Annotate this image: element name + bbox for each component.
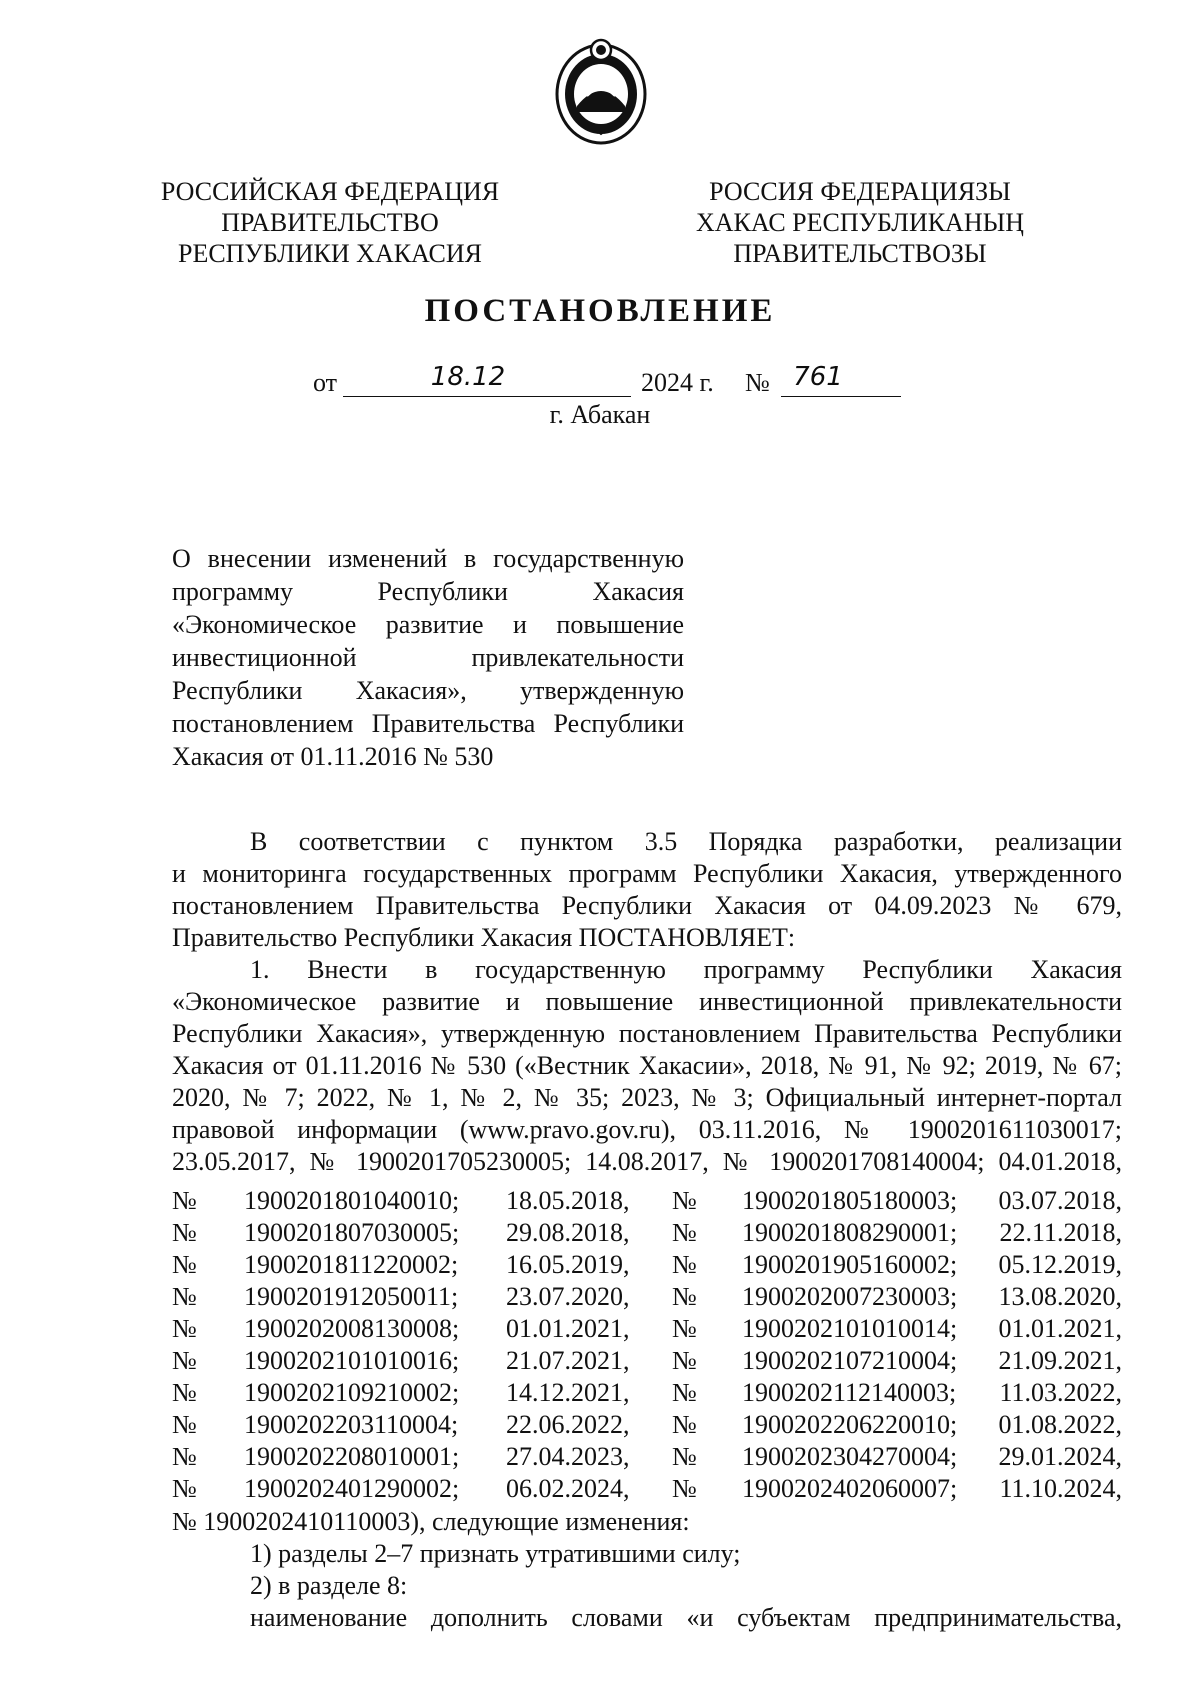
- text-line: «Экономическое развитие и повышение инвестиционной привлекательности: [172, 987, 1122, 1016]
- registry-cell: 1900201905160002;: [742, 1250, 958, 1279]
- registry-cell: №: [672, 1410, 697, 1439]
- registry-cell: 03.07.2018,: [998, 1186, 1122, 1215]
- registry-cell: 1900202203110004;: [244, 1410, 459, 1439]
- registry-cell: 1900201912050011;: [244, 1282, 459, 1311]
- registry-cell: 22.11.2018,: [999, 1218, 1122, 1247]
- registry-row: [172, 1250, 1122, 1282]
- text-line: 23.05.2017, № 1900201705230005; 14.08.2017, № 1900201708140004; 04.01.2018,: [172, 1147, 1122, 1176]
- registry-cell: №: [172, 1186, 197, 1215]
- text-line: наименование дополнить словами «и субъектам предпринимательства,: [250, 1603, 1122, 1632]
- number-label: №: [745, 368, 770, 397]
- registry-cell: 21.07.2021,: [506, 1346, 630, 1375]
- header-right-line: РОССИЯ ФЕДЕРАЦИЯЗЫ: [709, 177, 1011, 206]
- registry-cell: 1900201807030005;: [244, 1218, 460, 1247]
- subject-line: Республики Хакасия», утвержденную: [172, 676, 684, 705]
- handwritten-number: 761: [793, 362, 843, 392]
- header-left-line: РОССИЙСКАЯ ФЕДЕРАЦИЯ: [160, 177, 500, 206]
- document-title: ПОСТАНОВЛЕНИЕ: [424, 293, 776, 329]
- registry-cell: 1900202101010014;: [742, 1314, 958, 1343]
- text-line: 1. Внести в государственную программу Республики Хакасия: [250, 955, 1122, 984]
- header-left: [155, 176, 505, 269]
- subject-block: [172, 542, 684, 773]
- registry-cell: №: [172, 1282, 197, 1311]
- registry-cell: 21.09.2021,: [998, 1346, 1122, 1375]
- registry-cell: 1900202107210004;: [742, 1346, 958, 1375]
- registry-cell: 01.08.2022,: [998, 1410, 1122, 1439]
- registry-cell: 23.07.2020,: [506, 1282, 630, 1311]
- registry-cell: №: [172, 1218, 197, 1247]
- text-line: 2020, № 7; 2022, № 1, № 2, № 35; 2023, № 3; Официальный интернет-портал: [172, 1083, 1122, 1112]
- registry-cell: №: [172, 1378, 197, 1407]
- subject-line: Хакасия от 01.11.2016 № 530: [172, 742, 494, 771]
- text-line: постановлением Правительства Республики Хакасия от 04.09.2023 № 679,: [172, 891, 1122, 920]
- registry-row: [172, 1314, 1122, 1346]
- registry-cell: №: [672, 1250, 697, 1279]
- subject-line: О внесении изменений в государственную: [172, 544, 684, 573]
- registry-cell: 27.04.2023,: [506, 1442, 630, 1471]
- registry-cell: №: [672, 1474, 697, 1503]
- registry-row: [172, 1474, 1122, 1506]
- registry-cell: 1900201805180003;: [742, 1186, 958, 1215]
- registry-cell: №: [172, 1346, 197, 1375]
- registry-cell: 29.01.2024,: [998, 1442, 1122, 1471]
- header-right: [670, 176, 1050, 269]
- registry-row: [172, 1346, 1122, 1378]
- registry-cell: 01.01.2021,: [998, 1314, 1122, 1343]
- registry-cell: 1900202206220010;: [742, 1410, 958, 1439]
- header-right-line: ХАКАС РЕСПУБЛИКАНЫҢ: [695, 208, 1025, 237]
- registry-cell: 01.01.2021,: [506, 1314, 630, 1343]
- header-right-line: ПРАВИТЕЛЬСТВОЗЫ: [733, 239, 987, 268]
- registry-cell: 1900201801040010;: [244, 1186, 460, 1215]
- registry-cell: №: [172, 1474, 197, 1503]
- registry-cell: 11.03.2022,: [999, 1378, 1122, 1407]
- registry-cell: 29.08.2018,: [506, 1218, 630, 1247]
- registry-cell: 1900202401290002;: [244, 1474, 460, 1503]
- text-line: 2) в разделе 8:: [250, 1571, 408, 1600]
- text-line: Хакасия от 01.11.2016 № 530 («Вестник Хакасии», 2018, № 91, № 92; 2019, № 67;: [172, 1051, 1122, 1080]
- subject-line: «Экономическое развитие и повышение: [172, 610, 684, 639]
- registry-cell: 22.06.2022,: [506, 1410, 630, 1439]
- registry-cell: №: [672, 1282, 697, 1311]
- registry-cell: №: [672, 1378, 697, 1407]
- coat-of-arms-icon: [553, 36, 649, 146]
- registry-cell: 11.10.2024,: [999, 1474, 1122, 1503]
- registry-row: [172, 1442, 1122, 1474]
- registry-cell: №: [172, 1250, 197, 1279]
- registry-cell: 1900202402060007;: [742, 1474, 958, 1503]
- registry-cell: №: [172, 1314, 197, 1343]
- registry-cell: №: [672, 1186, 697, 1215]
- registry-cell: 13.08.2020,: [998, 1282, 1122, 1311]
- city: г. Абакан: [549, 400, 651, 429]
- date-prefix: от: [313, 368, 338, 397]
- registry-cell: 1900202304270004;: [742, 1442, 958, 1471]
- registry-cell: №: [672, 1314, 697, 1343]
- registry-row: [172, 1410, 1122, 1442]
- main-text: [172, 826, 1122, 1178]
- registry-cell: 16.05.2019,: [506, 1250, 630, 1279]
- text-line: Правительство Республики Хакасия ПОСТАНОВЛЯЕТ:: [172, 923, 796, 952]
- registry-cell: 14.12.2021,: [506, 1378, 630, 1407]
- registry-row: [172, 1186, 1122, 1218]
- registry-cell: №: [172, 1442, 197, 1471]
- registry-row: [172, 1282, 1122, 1314]
- text-line: Республики Хакасия», утвержденную постановлением Правительства Республики: [172, 1019, 1122, 1048]
- registry-cell: 18.05.2018,: [506, 1186, 630, 1215]
- registry-cell: 1900201811220002;: [244, 1250, 459, 1279]
- handwritten-date: 18.12: [430, 362, 506, 392]
- registry-cell: 1900202208010001;: [244, 1442, 460, 1471]
- subject-line: инвестиционной привлекательности: [172, 643, 684, 672]
- registry-cell: 1900202112140003;: [742, 1378, 957, 1407]
- header-left-line: ПРАВИТЕЛЬСТВО: [221, 208, 439, 237]
- text-line: В соответствии с пунктом 3.5 Порядка разработки, реализации: [250, 827, 1122, 856]
- text-line: 1) разделы 2–7 признать утратившими силу;: [250, 1539, 741, 1568]
- registry-cell: №: [672, 1346, 697, 1375]
- subject-line: постановлением Правительства Республики: [172, 709, 684, 738]
- registry-cell: 06.02.2024,: [506, 1474, 630, 1503]
- registry-cell: 1900202007230003;: [742, 1282, 958, 1311]
- subject-line: программу Республики Хакасия: [172, 577, 684, 606]
- registry-cell: 1900201808290001;: [742, 1218, 958, 1247]
- registry-row: [172, 1218, 1122, 1250]
- date-year: 2024 г.: [641, 368, 714, 397]
- text-line: и мониторинга государственных программ Республики Хакасия, утвержденного: [172, 859, 1122, 888]
- registry-cell: 1900202109210002;: [244, 1378, 460, 1407]
- text-line: правовой информации (www.pravo.gov.ru), 03.11.2016, № 1900201611030017;: [172, 1115, 1122, 1144]
- registry-cell: 1900202008130008;: [244, 1314, 460, 1343]
- registry-cell: №: [672, 1218, 697, 1247]
- registry-list: [172, 1186, 1122, 1506]
- header-left-line: РЕСПУБЛИКИ ХАКАСИЯ: [177, 239, 482, 268]
- tail-text: [172, 1506, 1122, 1634]
- text-line: № 1900202410110003), следующие изменения:: [172, 1507, 690, 1536]
- registry-cell: №: [672, 1442, 697, 1471]
- registry-cell: №: [172, 1410, 197, 1439]
- registry-cell: 1900202101010016;: [244, 1346, 460, 1375]
- registry-cell: 05.12.2019,: [998, 1250, 1122, 1279]
- registry-row: [172, 1378, 1122, 1410]
